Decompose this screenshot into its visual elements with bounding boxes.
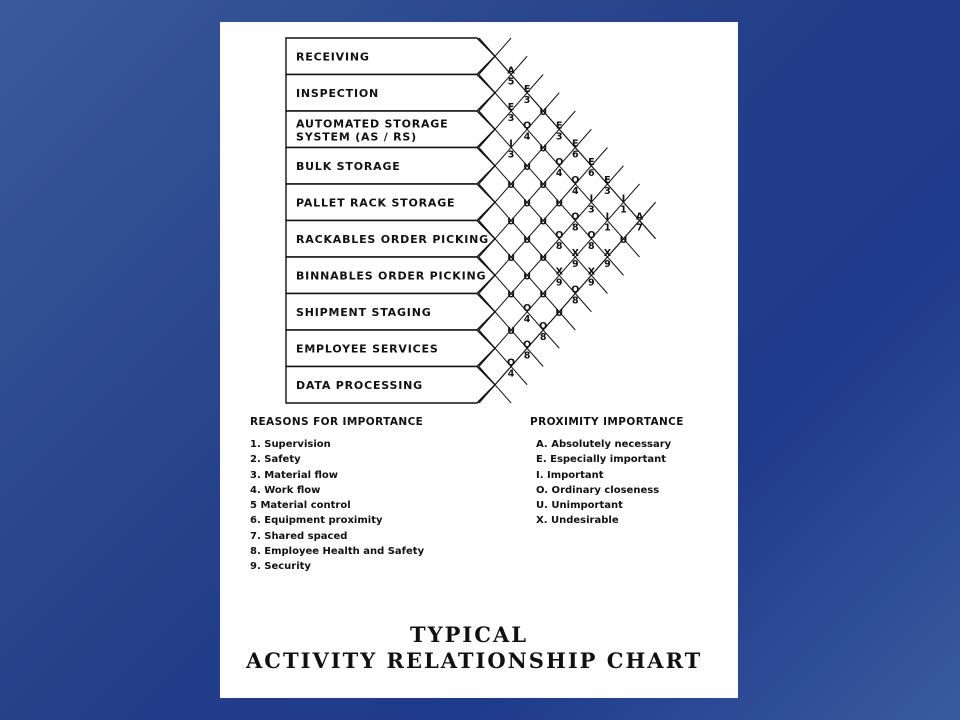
closeness-code: E [604,175,611,186]
proximity-list [536,437,671,529]
reason-item: 6. Equipment proximity [250,515,383,527]
reason-code: 3 [507,113,515,124]
closeness-code: U [539,253,548,264]
relationship-cell [524,84,531,106]
relationship-cell [588,157,595,179]
relationship-cell [508,139,515,161]
relationship-cell [507,290,515,301]
activity-label: RACKABLES ORDER PICKING [296,232,489,246]
reason-code: 8 [539,332,547,343]
relationship-cell [523,271,531,282]
reason-code: 9 [571,259,579,270]
activity-label: AUTOMATED STORAGE [296,117,449,131]
reason-code: 9 [604,259,611,270]
relationship-cell [555,198,563,209]
proximity-item: E. Especially important [536,454,667,466]
activity-row [286,184,495,221]
reason-code: 7 [636,222,643,234]
activity-row [286,221,495,258]
relationship-cell [539,180,547,191]
reason-code: 6 [571,149,579,161]
activity-label: DATA PROCESSING [296,378,423,392]
closeness-code: E [523,83,531,95]
relationship-cell [556,120,563,142]
chart-sheet [220,22,738,698]
closeness-code: U [619,234,628,246]
closeness-code: O [571,284,580,296]
closeness-code: U [523,161,531,173]
closeness-code: U [539,180,548,191]
grid-edge [479,38,656,239]
closeness-code: O [555,156,564,168]
reason-code: 8 [588,240,595,252]
relationship-cell [523,235,531,246]
activity-label: SHIPMENT STAGING [296,305,432,319]
relationship-cell [539,321,547,343]
proximity-item: U. Unimportant [536,500,623,512]
reason-item: 9. Security [250,561,311,573]
closeness-code: E [507,102,515,113]
reason-code: 8 [555,240,563,252]
relationship-cell [539,107,547,118]
reason-item: 4. Work flow [250,484,321,496]
closeness-code: A [635,211,644,223]
reason-code: 6 [588,167,595,179]
activity-row [286,148,495,185]
reason-item: 3. Material flow [250,469,339,481]
reason-code: 3 [523,94,531,106]
relationship-cell [507,66,515,88]
closeness-code: U [507,289,515,301]
relationship-cell [587,230,595,252]
reason-code: 4 [523,313,531,325]
closeness-code: I [589,193,594,205]
reason-code: 3 [588,204,595,216]
closeness-code: U [555,307,564,319]
relationship-cell [604,212,611,234]
closeness-code: E [572,138,579,150]
relationship-cell [555,157,563,179]
grid-line [479,93,559,184]
relationship-cell [588,266,596,288]
relationship-diagram [220,22,738,442]
closeness-code: U [539,289,548,301]
relationship-cell [507,326,515,337]
closeness-code: U [507,253,515,264]
relationship-cell [588,193,595,215]
relationship-cell [539,144,547,155]
closeness-code: I [509,138,513,150]
reason-code: 1 [620,204,627,216]
closeness-code: O [539,321,548,332]
closeness-code: O [555,229,564,241]
relationship-cell [539,217,547,228]
closeness-code: O [523,120,532,132]
reason-code: 4 [555,167,563,179]
proximity-item: A. Absolutely necessary [536,439,672,450]
closeness-code: I [621,193,626,205]
reason-code: 4 [571,186,579,197]
activity-label-line2: SYSTEM (AS / RS) [296,130,417,144]
reason-code: 3 [507,149,515,161]
reason-code: 3 [555,131,563,143]
closeness-code: U [507,180,515,191]
closeness-code: X [603,248,612,259]
closeness-code: O [587,229,596,241]
reason-code: 9 [588,277,595,289]
closeness-code: U [523,234,531,246]
reason-code: 8 [571,222,579,234]
relationship-cell [507,358,515,380]
activity-label: PALLET RACK STORAGE [296,196,456,210]
relationship-cell [523,162,531,173]
relationship-cell [604,248,612,270]
activity-row [286,75,495,112]
grid-edge [479,202,656,403]
closeness-code: O [523,302,532,314]
grid-line [479,166,624,330]
relationship-cell [571,175,579,197]
closeness-code: O [571,175,580,186]
reason-item: 2. Safety [250,454,301,466]
activity-row [286,367,495,404]
chart-title-line2: ACTIVITY RELATIONSHIP CHART [246,648,703,673]
relationship-cell [572,139,579,161]
relationship-cell [507,217,515,228]
closeness-code: O [507,357,516,369]
reasons-title: REASONS FOR IMPORTANCE [250,416,424,428]
activity-rows [286,38,495,403]
reason-item: 5 Material control [250,500,351,512]
activity-row [286,38,495,75]
closeness-code: E [555,120,563,132]
relationship-cell [523,303,531,325]
relationship-grid [479,38,656,403]
activity-row [286,257,495,294]
relationship-cell [523,120,531,142]
closeness-code: E [588,156,595,168]
closeness-code: U [539,216,548,228]
proximity-item: X. Undesirable [536,515,619,527]
proximity-item: I. Important [536,469,604,481]
relationship-cell [555,230,563,252]
relationship-cell [636,212,644,234]
closeness-code: O [571,211,580,223]
relationship-cell [507,253,515,264]
closeness-code: X [587,266,596,278]
relationship-cell [620,235,628,246]
activity-label: RECEIVING [296,50,370,64]
relationship-cell [556,266,564,288]
closeness-code: U [523,198,531,210]
activity-label: BINNABLES ORDER PICKING [296,269,487,283]
closeness-code: X [555,266,563,278]
relationship-cell [571,212,579,234]
activity-label: EMPLOYEE SERVICES [296,342,439,356]
activity-label: INSPECTION [296,86,380,100]
closeness-code: A [507,65,515,77]
activity-row [286,111,495,148]
proximity-title: PROXIMITY IMPORTANCE [530,416,684,428]
reason-code: 1 [604,222,611,234]
reason-code: 3 [604,186,611,197]
grid-line [479,111,624,278]
closeness-code: O [523,339,532,351]
relationship-cell [507,180,515,191]
relationship-cell [508,102,515,124]
relationship-cell [555,308,563,319]
reason-code: 9 [555,277,563,289]
relationship-cell [604,175,611,197]
relationship-cell [571,285,579,307]
closeness-code: U [523,271,531,283]
reason-code: 8 [571,295,579,307]
closeness-code: U [539,143,548,155]
reason-item: 1. Supervision [250,439,331,450]
closeness-code: I [605,211,610,223]
chart-title-line1: TYPICAL [410,622,529,647]
reasons-list [250,437,424,575]
reason-code: 4 [507,368,515,380]
reason-item: 8. Employee Health and Safety [250,546,425,558]
relationship-cell [572,248,580,270]
relationship-cell [620,193,627,215]
reason-code: 4 [523,131,531,143]
activity-label: BULK STORAGE [296,159,401,173]
proximity-item: O. Ordinary closeness [536,484,660,496]
closeness-code: U [507,216,515,228]
reason-code: 5 [507,76,515,88]
closeness-code: U [539,107,548,118]
relationship-cell [539,253,547,264]
activity-row [286,330,495,367]
closeness-code: X [571,248,579,259]
relationship-codes [507,66,644,380]
grid-line [479,257,559,351]
closeness-code: U [507,326,515,337]
reason-item: 7. Shared spaced [250,530,348,542]
reason-code: 8 [523,350,531,362]
relationship-cell [539,290,547,301]
relationship-cell [523,339,531,361]
closeness-code: U [555,198,564,210]
activity-row [286,294,495,331]
relationship-cell [523,198,531,209]
